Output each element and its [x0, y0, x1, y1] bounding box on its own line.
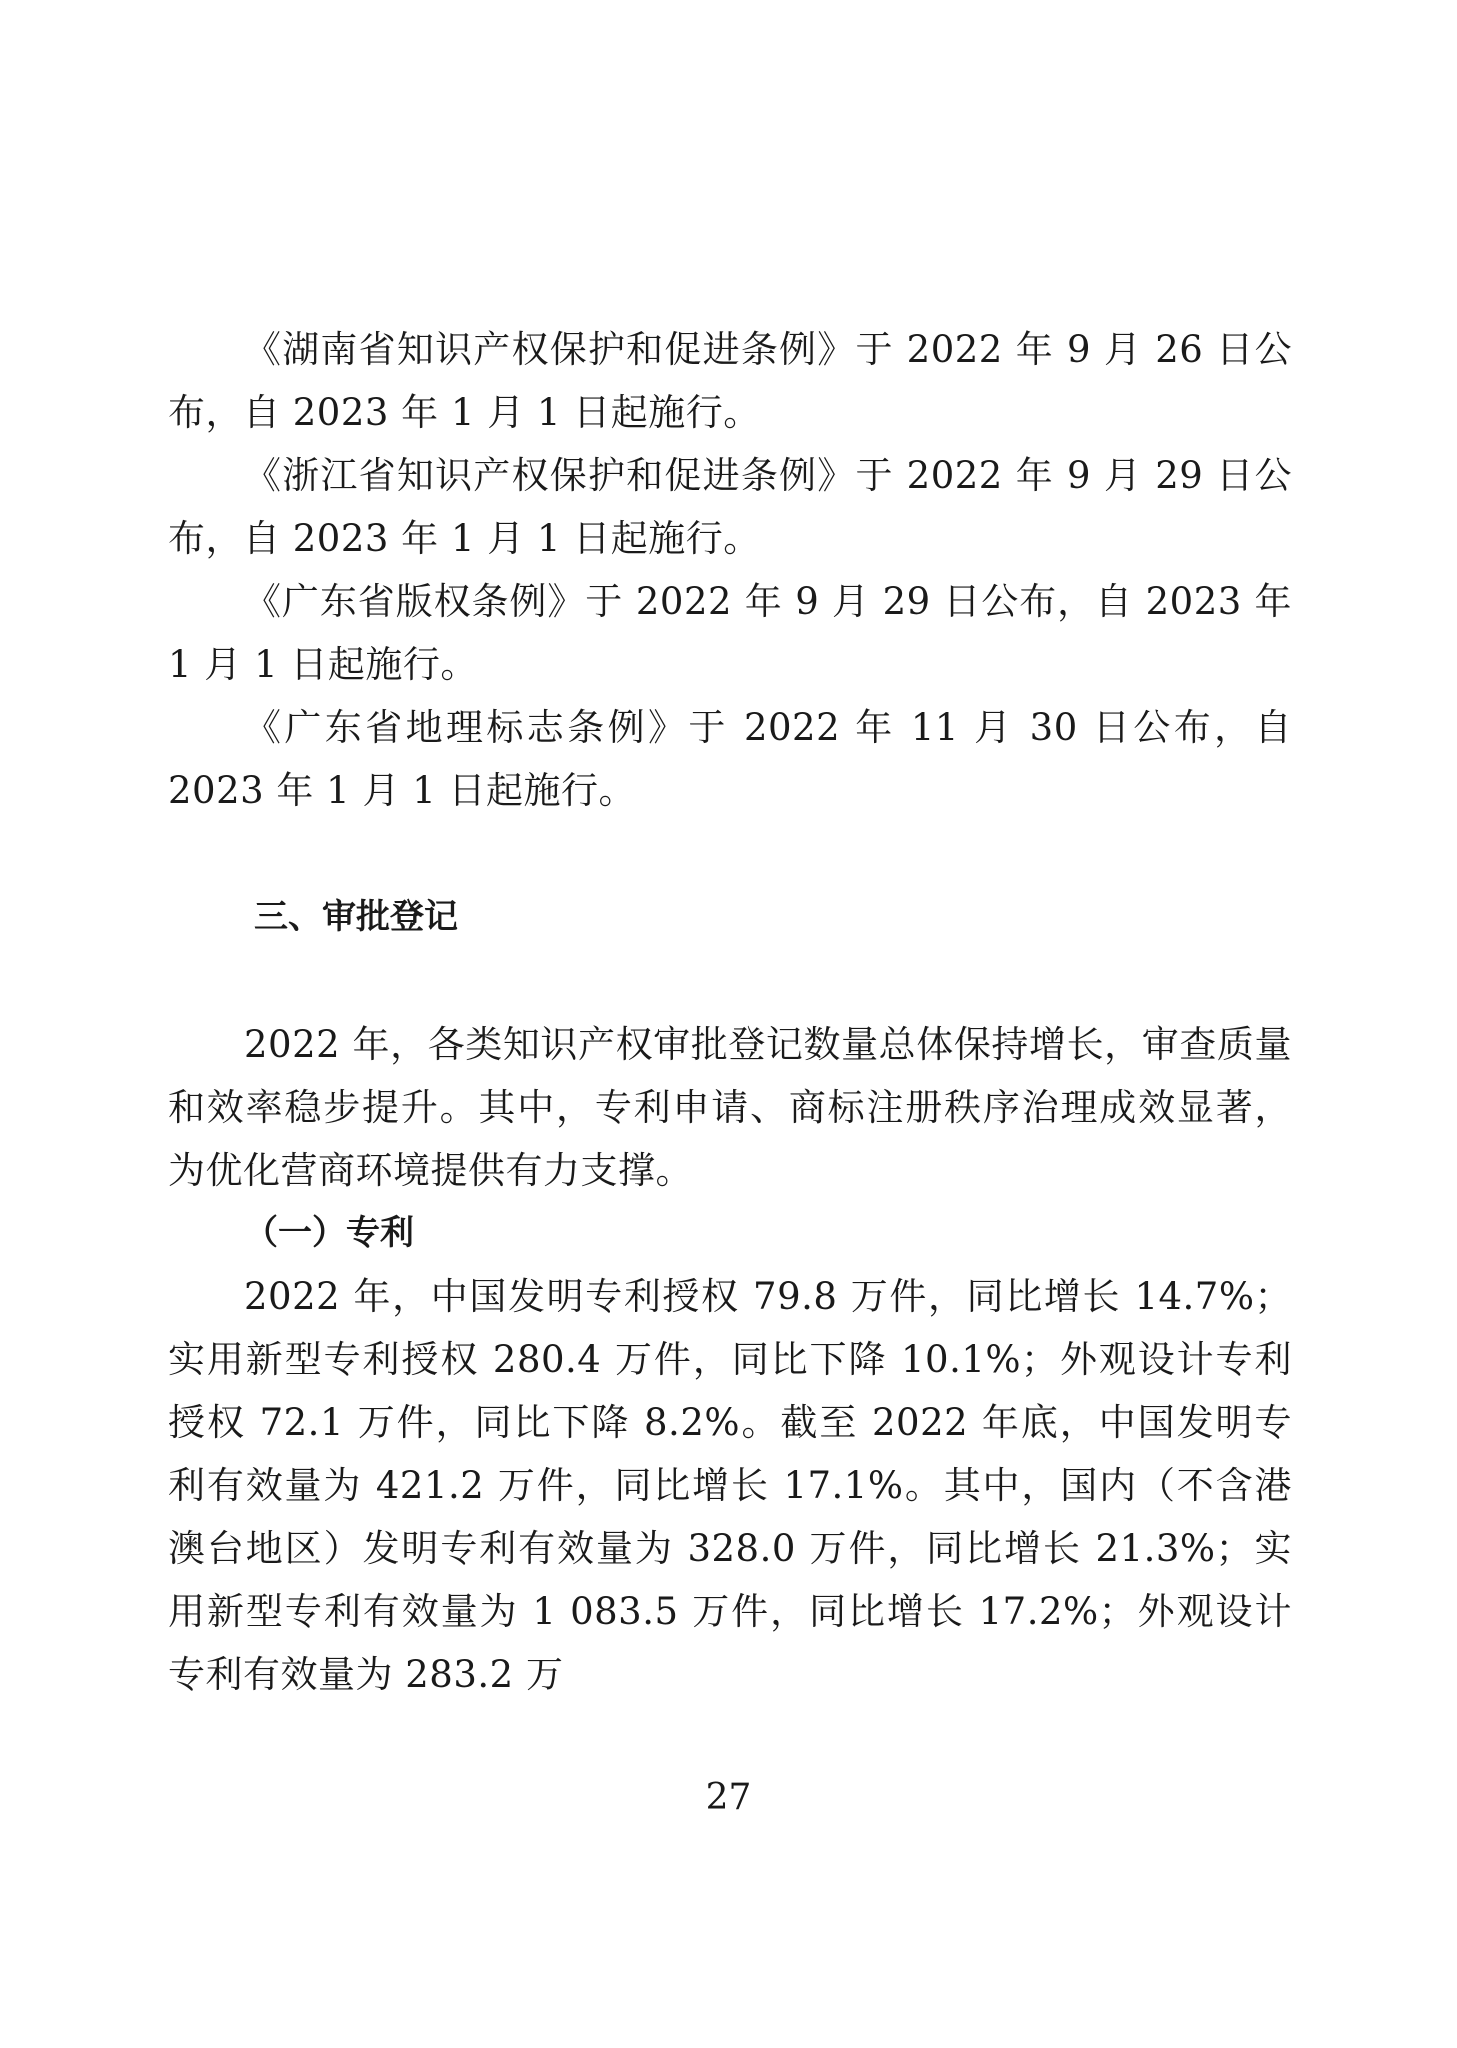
regulation-paragraph-zhejiang: 《浙江省知识产权保护和促进条例》于 2022 年 9 月 29 日公布，自 2023 年 1 月 1 日起施行。: [168, 454, 1292, 560]
spacer: [168, 949, 1292, 1013]
spacer: [168, 822, 1292, 886]
regulation-paragraph-guangdong-copyright: 《广东省版权条例》于 2022 年 9 月 29 日公布，自 2023 年 1 月 1 日起施行。: [168, 580, 1292, 686]
regulation-paragraph-guangdong-geo: 《广东省地理标志条例》于 2022 年 11 月 30 日公布，自 2023 年 1 月 1 日起施行。: [168, 706, 1292, 812]
page-content: [168, 318, 1292, 1706]
page-number: 27: [705, 1777, 752, 1818]
patent-paragraph: 2022 年，中国发明专利授权 79.8 万件，同比增长 14.7%；实用新型专利授权 280.4 万件，同比下降 10.1%；外观设计专利授权 72.1 万件，同比下降 8.2%。截至 2022 年底，中国发明专利有效量为 421.2 万件，同比增长 17.1%。其中，国内（不含港澳台地区）发明专利有效量为 328.0 万件，同比增长 21.3%；实用新型专利有效量为 1 083.5 万件，同比增长 17.2%；外观设计专利有效量为 283.2 万: [168, 1275, 1292, 1696]
subsection-heading: （一）专利: [244, 1213, 414, 1253]
section-heading: 三、审批登记: [254, 897, 458, 937]
regulation-paragraph-hunan: 《湖南省知识产权保护和促进条例》于 2022 年 9 月 26 日公布，自 2023 年 1 月 1 日起施行。: [168, 328, 1292, 434]
intro-paragraph: 2022 年，各类知识产权审批登记数量总体保持增长，审查质量和效率稳步提升。其中，专利申请、商标注册秩序治理成效显著，为优化营商环境提供有力支撑。: [168, 1023, 1292, 1192]
